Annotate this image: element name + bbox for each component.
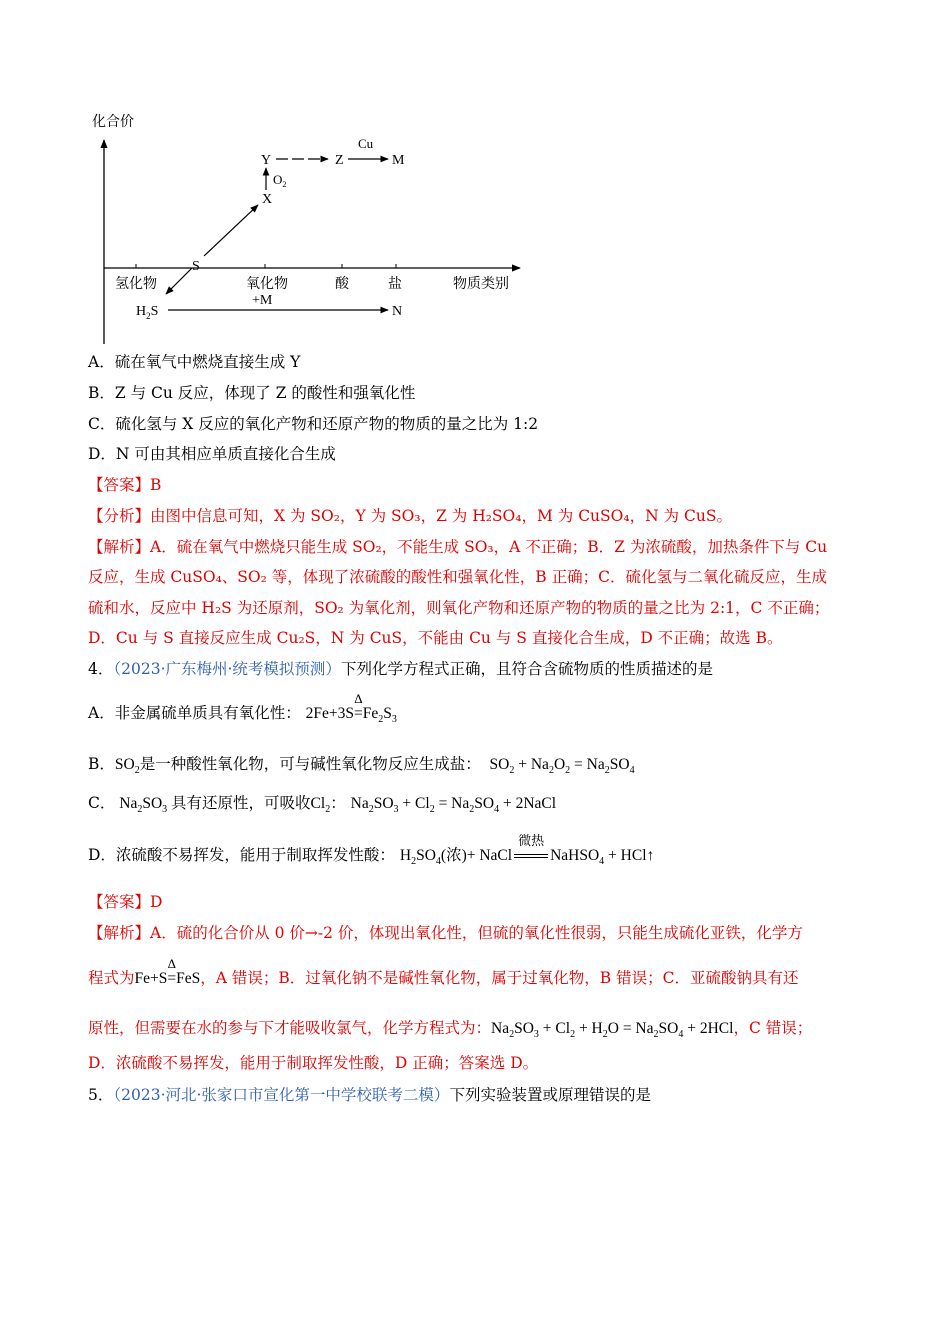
q3-answer: 【答案】B xyxy=(88,476,162,494)
arrow-s-to-h2s xyxy=(166,268,192,294)
label-cu: Cu xyxy=(358,136,374,151)
option-b: B．Z 与 Cu 反应，体现了 Z 的酸性和强氧化性 xyxy=(88,384,416,402)
label-o2: $O_2$ xyxy=(273,172,287,189)
q3-explain-line-2: 反应，生成 CuSO₄、SO₂ 等，体现了浓硫酸的酸性和强氧化性，B 正确；C．硫化氢与二氧化硫反应，生成 xyxy=(88,568,827,586)
arrow-s-to-x xyxy=(204,205,258,256)
category-salt: 盐 xyxy=(388,277,402,292)
q4-source: （2023·广东梅州·统考模拟预测） xyxy=(113,660,341,678)
q3-explain-line-1: 【解析】A．硫在氧气中燃烧只能生成 SO₂，不能生成 SO₃，A 不正确；B．Z 为浓硫酸，加热条件下与 Cu xyxy=(88,538,828,556)
sulfur-valence-diagram xyxy=(80,108,600,348)
q4-option-b: B．$SO_2$是一种酸性氧化物，可与碱性氧化物反应生成盐： $SO_2 + Na_2O_2 = Na_2SO_4$ xyxy=(88,755,635,777)
node-x: X xyxy=(262,192,273,207)
node-z: Z xyxy=(335,153,344,168)
q4-stem: 4．（2023·广东梅州·统考模拟预测）下列化学方程式正确，且符合含硫物质的性质描述的是 xyxy=(88,660,713,678)
q3-analysis: 【分析】由图中信息可知，X 为 SO₂，Y 为 SO₃，Z 为 H₂SO₄，M 为 CuSO₄，N 为 CuS。 xyxy=(88,507,732,525)
q4-option-c: C． $Na_2SO_3$ 具有还原性，可吸收$Cl_2$： $Na_2SO_3 + Cl_2 = Na_2SO_4$ + 2NaCl xyxy=(88,794,557,816)
category-oxide: 氧化物 xyxy=(246,277,288,292)
option-c: C．硫化氢与 X 反应的氧化产物和还原产物的物质的量之比为 1:2 xyxy=(88,415,539,433)
option-a: A．硫在氧气中燃烧直接生成 Y xyxy=(88,353,301,371)
q4-explain-line-1: 【解析】A．硫的化合价从 0 价→-2 价，体现出氧化性，但硫的氧化性很弱，只能生成硫化亚铁，化学方 xyxy=(88,924,803,942)
option-d: D．N 可由其相应单质直接化合生成 xyxy=(88,445,336,463)
x-axis-label: 物质类别 xyxy=(453,277,509,292)
node-n: N xyxy=(392,304,403,319)
q3-explain-line-3: 硫和水，反应中 H₂S 为还原剂，SO₂ 为氧化剂，则氧化产物和还原产物的物质的量之比为 2:1，C 不正确； xyxy=(88,599,830,617)
label-plus-m: +M xyxy=(252,293,273,308)
q4-explain-line-4: D．浓硫酸不易挥发，能用于制取挥发性酸，D 正确；答案选 D。 xyxy=(88,1054,539,1072)
q5-stem: 5．（2023·河北·张家口市宣化第一中学校联考二模）下列实验装置或原理错误的是 xyxy=(88,1086,651,1104)
category-hydride: 氢化物 xyxy=(115,277,157,292)
category-acid: 酸 xyxy=(335,277,349,292)
q4-explain-line-3: 原性，但需要在水的参与下才能吸收氯气，化学方程式为：$Na_2SO_3 + Cl_2 + H_2O = Na_2SO_4 + 2HCl$，C 错误； xyxy=(88,1019,813,1041)
node-y: Y xyxy=(261,153,272,168)
node-m: M xyxy=(392,153,405,168)
q5-source: （2023·河北·张家口市宣化第一中学校联考二模） xyxy=(113,1086,450,1104)
node-s: S xyxy=(192,259,200,274)
q3-explain-line-4: D．Cu 与 S 直接反应生成 Cu₂S，N 为 CuS，不能由 Cu 与 S 直接化合生成，D 不正确；故选 B。 xyxy=(88,629,783,647)
y-axis-label: 化合价 xyxy=(92,115,134,130)
q4-option-d: D．浓硫酸不易挥发，能用于制取挥发性酸： $H_2SO_4$(浓)+ NaCl 微热 NaHSO$_4$ + HCl↑ xyxy=(88,833,655,868)
node-h2s: $H_2S$ xyxy=(136,304,159,321)
q4-answer: 【答案】D xyxy=(88,893,163,911)
q4-option-a: A．非金属硫单质具有氧化性： 2Fe+3S Δ $=Fe_2S_3$ xyxy=(88,691,397,726)
q4-explain-line-2: 程式为Fe+S Δ =FeS，A 错误；B．过氧化钠不是碱性氧化物，属于过氧化物，B 错误；C．亚硫酸钠具有还 xyxy=(88,956,799,987)
